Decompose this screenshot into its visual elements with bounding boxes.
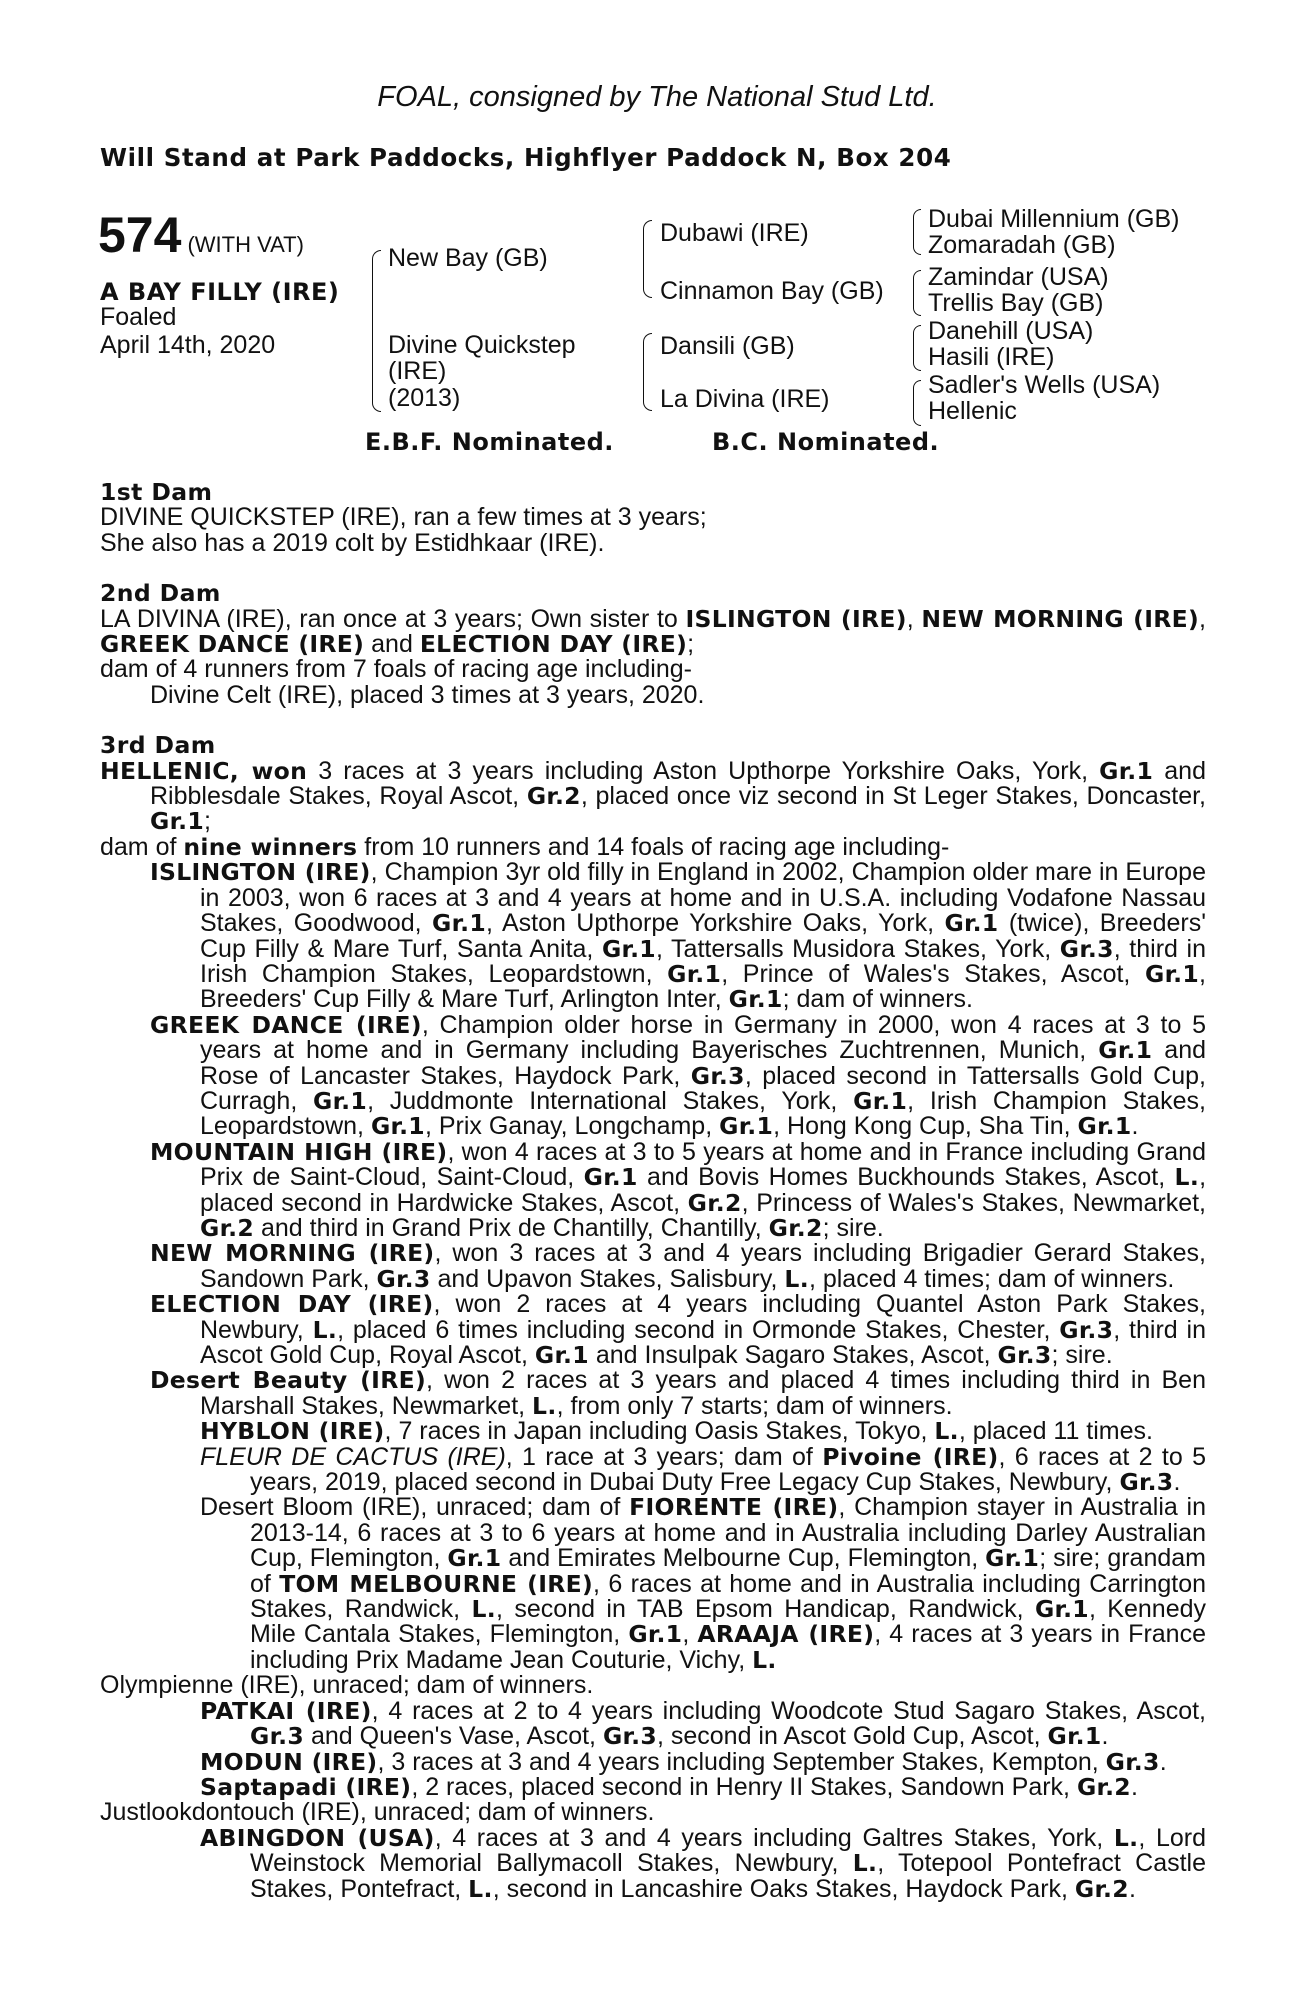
patkai-entry: PATKAI (IRE), 4 races at 2 to 4 years including Woodcote Stud Sagaro Stakes, Ascot, Gr.3 and Queen's Vase, Ascot, Gr.3, second in Ascot Gold Cup, Ascot, Gr.1. — [200, 1696, 1206, 1751]
brace — [913, 270, 921, 316]
bc-nominated: B.C. Nominated. — [712, 428, 940, 456]
brace — [913, 380, 921, 426]
islington-entry: ISLINGTON (IRE), Champion 3yr old filly in England in 2002, Champion older mare in Europe in 2003, won 6 races at 3 and 4 years at home and in U.S.A. including Vodafone Nassau Stakes, Goodwood, Gr.1, Aston Upthorpe Yorkshire Oaks, York, Gr.1 (twice), Breeders' Cup Filly & Mare Turf, Santa Anita, Gr.1, Tattersalls Musidora Stakes, York, Gr.3, third in Irish Champion Stakes, Leopardstown, Gr.1, Prince of Wales's Stakes, Ascot, Gr.1, Breeders' Cup Filly & Mare Turf, Arlington Inter, Gr.1; dam of winners. — [150, 858, 1206, 1014]
stand-location: Will Stand at Park Paddocks, Highflyer Paddock N, Box 204 — [100, 143, 952, 172]
sire-dam-sire: Zamindar (USA) — [928, 263, 1109, 291]
election-day-entry: ELECTION DAY (IRE), won 2 races at 4 years including Quantel Aston Park Stakes, Newbury, L., placed 6 times including second in Ormonde Stakes, Chester, Gr.3, third in Ascot Gold Cup, Royal Ascot, Gr.1 and Insulpak Sagaro Stakes, Ascot, Gr.3; sire. — [150, 1290, 1206, 1369]
vat-label: (WITH VAT) — [187, 232, 304, 257]
brace — [913, 325, 921, 371]
dam-dam-dam: Hellenic — [928, 397, 1017, 425]
brace — [913, 209, 921, 255]
third-dam-para: HELLENIC, won 3 races at 3 years including Aston Upthorpe Yorkshire Oaks, York, Gr.1 and Ribblesdale Stakes, Royal Ascot, Gr.2, placed once viz second in St Leger Stakes, Doncaster, Gr.1; — [100, 756, 1206, 836]
justlookdontouch-entry: Justlookdontouch (IRE), unraced; dam of winners. — [100, 1798, 655, 1827]
second-dam-runner: Divine Celt (IRE), placed 3 times at 3 years, 2020. — [150, 680, 705, 709]
third-dam-heading: 3rd Dam — [100, 731, 216, 760]
greek-dance-entry: GREEK DANCE (IRE), Champion older horse in Germany in 2000, won 4 races at 3 to 5 years at home and in Germany including Bayerisches Zuchtrennen, Munich, Gr.1 and Rose of Lancaster Stakes, Haydock Park, Gr.3, placed second in Tattersalls Gold Cup, Curragh, Gr.1, Juddmonte International Stakes, York, Gr.1, Irish Champion Stakes, Leopardstown, Gr.1, Prix Ganay, Longchamp, Gr.1, Hong Kong Cup, Sha Tin, Gr.1. — [150, 1010, 1206, 1141]
sire: New Bay (GB) — [388, 244, 548, 272]
desert-bloom-entry: Desert Bloom (IRE), unraced; dam of FIORENTE (IRE), Champion stayer in Australia in 2013-14, 6 races at 3 to 6 years at home and in Australia including Darley Australian Cup, Flemington, Gr.1 and Emirates Melbourne Cup, Flemington, Gr.1; sire; grandam of TOM MELBOURNE (IRE), 6 races at home and in Australia including Carrington Stakes, Randwick, L., second in TAB Epsom Handicap, Randwick, Gr.1, Kennedy Mile Cantala Stakes, Flemington, Gr.1, ARAAJA (IRE), 4 races at 3 years in France including Prix Madame Jean Couturie, Vichy, L. — [200, 1493, 1207, 1674]
dam-sire-sire: Danehill (USA) — [928, 317, 1094, 345]
dam-dam-sire: Sadler's Wells (USA) — [928, 371, 1161, 399]
new-morning-entry: NEW MORNING (IRE), won 3 races at 3 and 4 years including Brigadier Gerard Stakes, Sandown Park, Gr.3 and Upavon Stakes, Salisbury, L., placed 4 times; dam of winners. — [150, 1239, 1207, 1293]
third-dam-record: dam of nine winners from 10 runners and 14 foals of racing age including- — [100, 832, 950, 861]
brace — [643, 220, 652, 298]
foaled-label: Foaled — [100, 303, 177, 331]
fleur-de-cactus-entry: FLEUR DE CACTUS (IRE), 1 race at 3 years; dam of Pivoine (IRE), 6 races at 2 to 5 years, 2019, placed second in Dubai Duty Free Legacy Cup Stakes, Newbury, Gr.3. — [200, 1442, 1206, 1497]
first-dam-produce: She also has a 2019 colt by Estidhkaar (IRE). — [100, 528, 605, 557]
hyblon-entry: HYBLON (IRE), 7 races in Japan including Oasis Stakes, Tokyo, L., placed 11 times. — [200, 1417, 1153, 1446]
desert-beauty-entry: Desert Beauty (IRE), won 2 races at 3 years and placed 4 times including third in Ben Marshall Stakes, Newmarket, L., from only 7 starts; dam of winners. — [150, 1366, 1206, 1420]
second-dam-heading: 2nd Dam — [100, 579, 221, 608]
dam-country: (IRE) — [388, 357, 447, 385]
dam-sire: Dansili (GB) — [660, 332, 795, 360]
dam-sire-dam: Hasili (IRE) — [928, 343, 1055, 371]
sire-sire-dam: Zomaradah (GB) — [928, 231, 1116, 259]
dam: Divine Quickstep — [388, 331, 576, 359]
second-dam-record: dam of 4 runners from 7 foals of racing age including- — [100, 655, 692, 684]
modun-entry: MODUN (IRE), 3 races at 3 and 4 years including September Stakes, Kempton, Gr.3. — [200, 1747, 1167, 1776]
sire-dam: Cinnamon Bay (GB) — [660, 277, 884, 305]
dam-line-text — [100, 480, 1206, 1902]
dam-dam: La Divina (IRE) — [660, 385, 830, 413]
brace — [372, 250, 381, 412]
lot-name: A BAY FILLY (IRE) — [100, 278, 340, 306]
ebf-nominated: E.B.F. Nominated. — [365, 428, 614, 456]
saptapadi-entry: Saptapadi (IRE), 2 races, placed second in Henry II Stakes, Sandown Park, Gr.2. — [200, 1772, 1138, 1801]
consignor-line: FOAL, consigned by The National Stud Ltd. — [377, 81, 937, 113]
dam-year: (2013) — [388, 384, 461, 412]
second-dam-para: LA DIVINA (IRE), ran once at 3 years; Own sister to ISLINGTON (IRE), NEW MORNING (IRE), GREEK DANCE (IRE) and ELECTION DAY (IRE); — [100, 604, 1206, 659]
brace — [643, 333, 652, 411]
lot-number: 574 — [98, 207, 182, 263]
mountain-high-entry: MOUNTAIN HIGH (IRE), won 4 races at 3 to 5 years at home and in France including Grand Prix de Saint-Cloud, Saint-Cloud, Gr.1 and Bovis Homes Buckhounds Stakes, Ascot, L., placed second in Hardwicke Stakes, Ascot, Gr.2, Princess of Wales's Stakes, Newmarket, Gr.2 and third in Grand Prix de Chantilly, Chantilly, Gr.2; sire. — [150, 1137, 1207, 1242]
sire-sire-sire: Dubai Millennium (GB) — [928, 205, 1180, 233]
lot-header — [98, 207, 304, 263]
sire-sire: Dubawi (IRE) — [660, 219, 809, 247]
first-dam-heading: 1st Dam — [100, 478, 213, 506]
first-dam-line: DIVINE QUICKSTEP (IRE), ran a few times at 3 years; — [100, 503, 707, 532]
abingdon-entry: ABINGDON (USA), 4 races at 3 and 4 years including Galtres Stakes, York, L., Lord Weinstock Memorial Ballymacoll Stakes, Newbury, L., Totepool Pontefract Castle Stakes, Pontefract, L., second in Lancashire Oaks Stakes, Haydock Park, Gr.2. — [200, 1823, 1206, 1903]
foaled-date: April 14th, 2020 — [100, 331, 276, 359]
olympienne-entry: Olympienne (IRE), unraced; dam of winners. — [100, 1671, 594, 1700]
sire-dam-dam: Trellis Bay (GB) — [928, 289, 1104, 317]
